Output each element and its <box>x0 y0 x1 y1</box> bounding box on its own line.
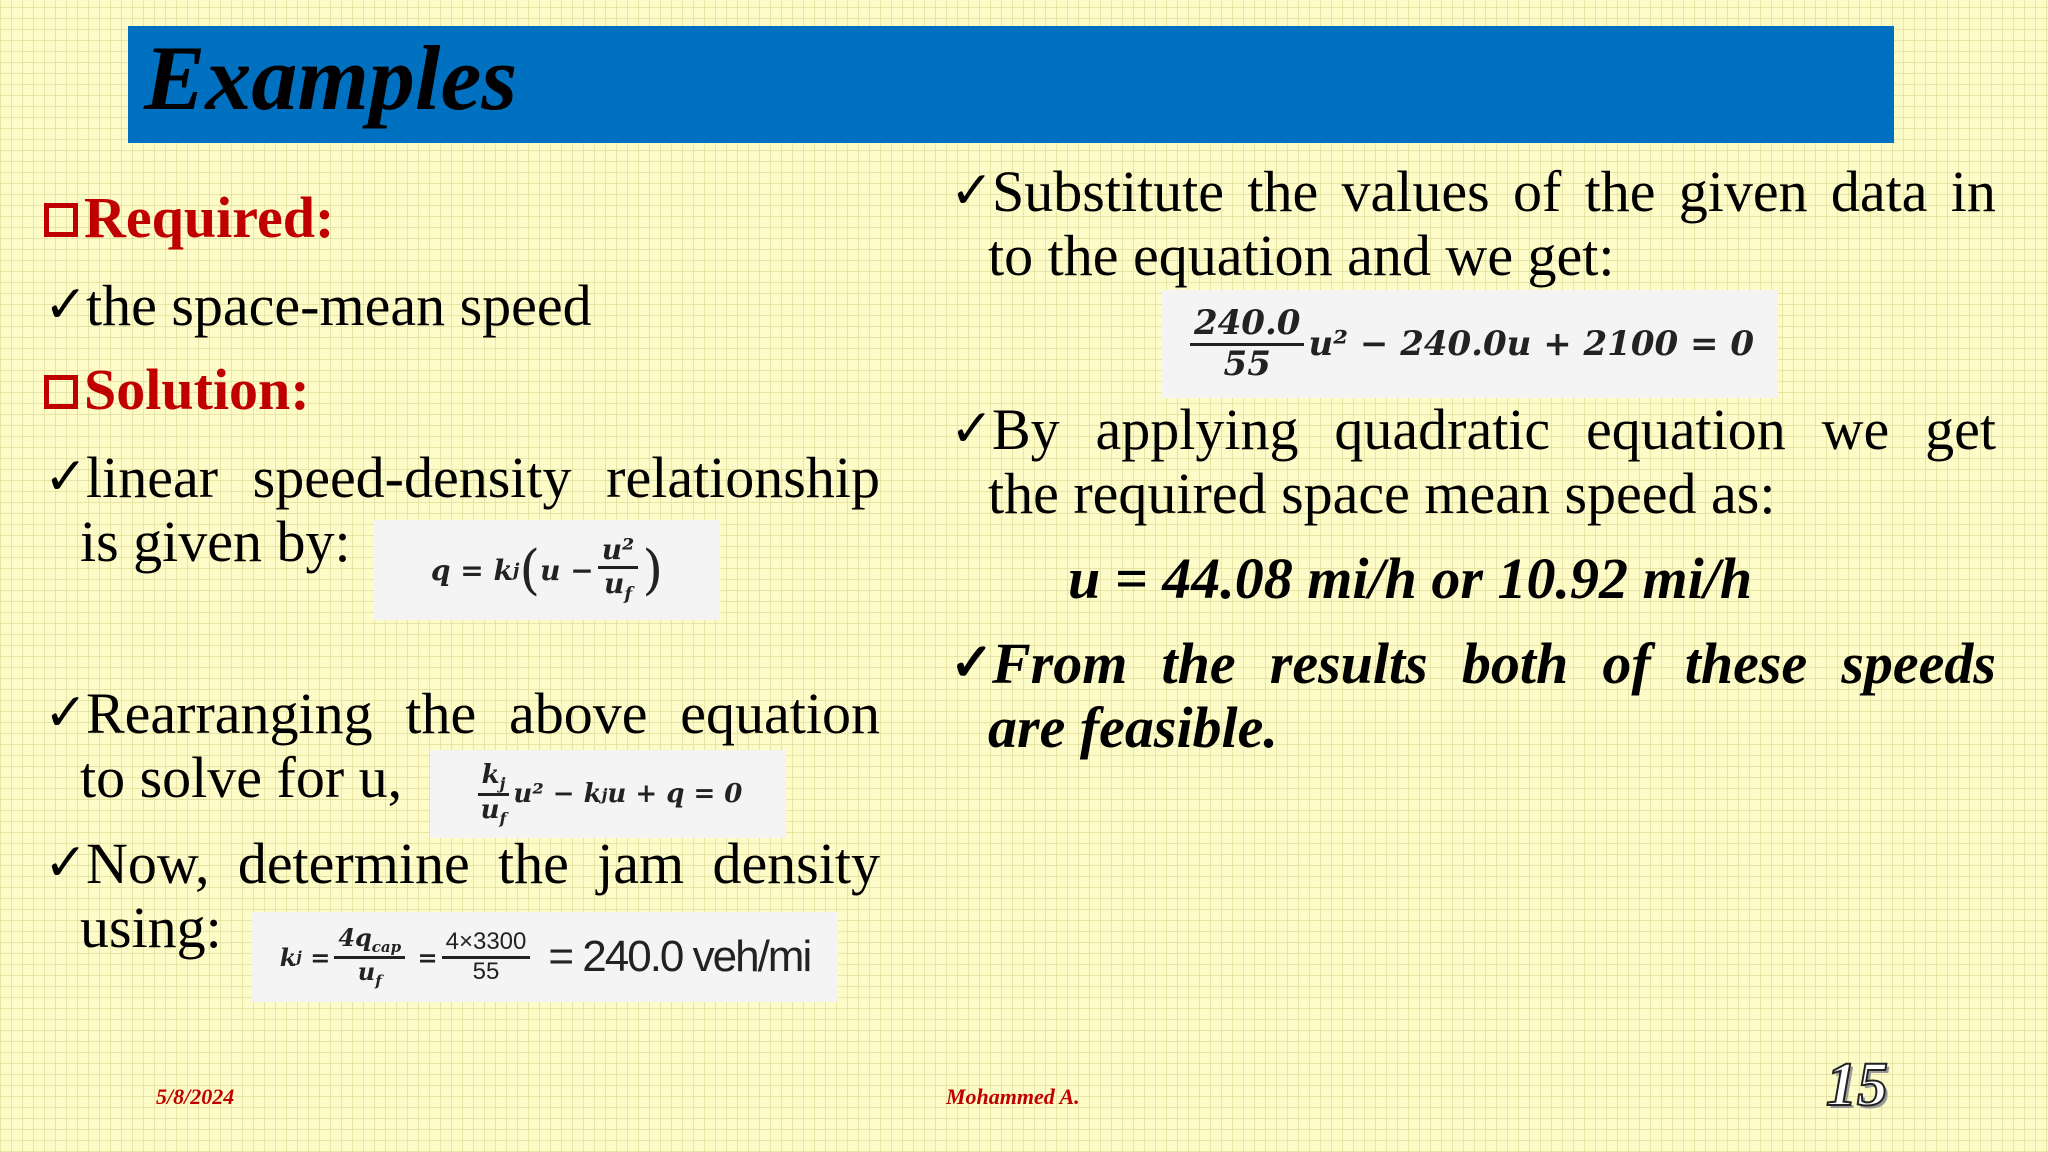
word: results <box>1269 631 1428 696</box>
page-number: 15 <box>1826 1051 1888 1119</box>
step-quadratic <box>950 398 1996 526</box>
solution-heading: Solution: <box>44 358 310 422</box>
checkbox-bullet-icon <box>44 375 78 409</box>
word: jam <box>597 831 685 896</box>
footer-author: Mohammed A. <box>946 1084 1080 1109</box>
word: get <box>1925 397 1996 462</box>
word: density <box>712 831 880 896</box>
required-heading: Required: <box>44 186 334 250</box>
equation-jam-density: k j = $\frac{4q_{cap}}{u_f}$ = $\frac{4\times 3300}{55}$ = 240.0 veh/mi <box>252 912 838 1002</box>
word: Now, <box>86 831 210 896</box>
word: determine <box>237 831 470 896</box>
word: data <box>1830 159 1928 224</box>
checkmark-icon: ✓ <box>950 401 994 458</box>
word: the <box>498 831 569 896</box>
result-speeds: u = 44.08 mi/h or 10.92 mi/h <box>1068 546 1753 611</box>
word: equation <box>680 681 880 746</box>
word: speeds <box>1841 631 1996 696</box>
sub-line1 <box>992 160 1996 224</box>
word: values <box>1341 159 1490 224</box>
checkmark-icon: ✓ <box>950 163 994 220</box>
apply-line1 <box>992 398 1996 462</box>
checkmark-icon: ✓ <box>950 635 994 692</box>
word: Rearranging <box>86 681 373 746</box>
step3-line1 <box>86 832 880 896</box>
word: the <box>1584 159 1656 224</box>
word: these <box>1684 631 1808 696</box>
step3-line2: using: <box>80 895 222 960</box>
word: in <box>1950 159 1996 224</box>
footer-date: 5/8/2024 <box>156 1084 235 1109</box>
step1-line2: is given by: <box>80 509 351 574</box>
word: By <box>992 397 1060 462</box>
word: above <box>509 681 648 746</box>
title-bar <box>128 26 1894 143</box>
word: given <box>1678 159 1808 224</box>
step-feasible <box>950 632 1996 760</box>
word: of <box>1602 631 1651 696</box>
word: equation <box>1586 397 1786 462</box>
checkmark-icon: ✓ <box>44 277 88 334</box>
feasible-line2: are feasible. <box>988 695 1278 760</box>
word: From <box>992 631 1128 696</box>
feasible-line1 <box>992 632 1996 696</box>
word: the <box>1161 631 1236 696</box>
step-substitute <box>950 160 1996 288</box>
checkmark-icon: ✓ <box>44 449 88 506</box>
required-item: ✓the space-mean speed <box>44 273 592 338</box>
equation-substituted: $\frac{240.0}{55}$ u² − 240.0u + 2100 = 0 <box>1162 290 1778 398</box>
checkmark-icon: ✓ <box>44 835 88 892</box>
checkbox-bullet-icon <box>44 203 78 237</box>
step2-line1 <box>86 682 880 746</box>
sub-line2: to the equation and we get: <box>988 223 1615 288</box>
step2-line2: to solve for u, <box>80 745 403 810</box>
word: speed-density <box>252 445 572 510</box>
word: the <box>1247 159 1319 224</box>
checkmark-icon: ✓ <box>44 685 88 742</box>
word: we <box>1821 397 1890 462</box>
slide-title: Examples <box>144 27 518 129</box>
word: applying <box>1095 397 1299 462</box>
word: both <box>1461 631 1569 696</box>
word: relationship <box>606 445 880 510</box>
step1-line1 <box>86 446 880 510</box>
word: quadratic <box>1334 397 1551 462</box>
word: of <box>1512 159 1562 224</box>
apply-line2: the required space mean speed as: <box>988 461 1776 526</box>
word: Substitute <box>992 159 1225 224</box>
word: the <box>405 681 477 746</box>
equation-speed-density: q = k j ( u − $\frac{\text{u²}}{u_f}$ ) <box>374 520 720 620</box>
equation-rearranged: $\frac{k_j}{u_f}$ u² − k j u + q = 0 <box>430 750 786 838</box>
word: linear <box>86 445 219 510</box>
